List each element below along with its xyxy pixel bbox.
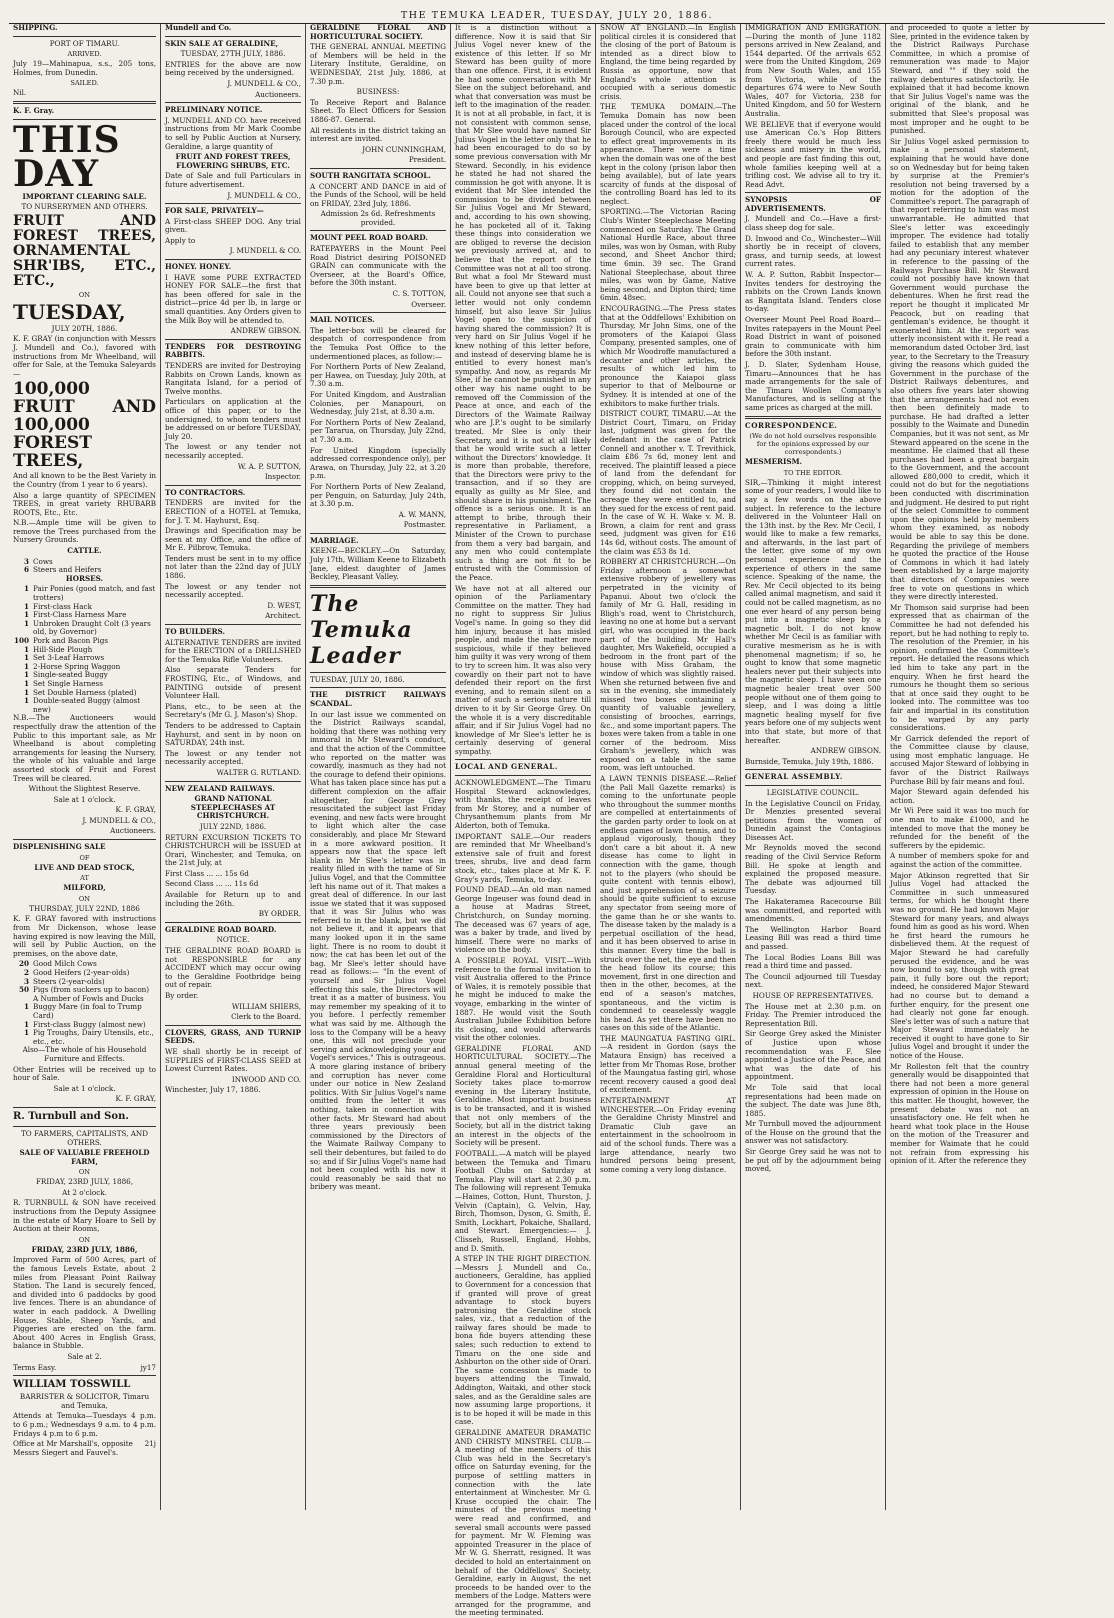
prelim-text: J. MUNDELL AND CO. have received instructions from Mr Mark Coombe to sell by Public Auction at Nursery, Geraldine, a large quantity of bbox=[165, 115, 301, 151]
thursday-date: THURSDAY, JULY 22ND, 1886 bbox=[29, 903, 140, 913]
builders-text-3: Plans, etc., to be seen at the Secretary's (Mr G. J. Mason's) Shop. bbox=[165, 701, 301, 720]
trees-text: And all known to be the Best Variety in the Country (from 1 year to 6 years). bbox=[13, 471, 156, 489]
divider bbox=[13, 1375, 156, 1376]
notice-label: NOTICE. bbox=[216, 935, 250, 945]
list-item: 1 Pair Ponies (good match, and fast trotters) bbox=[23, 584, 156, 603]
auctioneer-2: J. MUNDELL & CO., bbox=[82, 815, 156, 825]
turnbull-heading: R. Turnbull and Son. bbox=[13, 1110, 129, 1122]
divider bbox=[745, 416, 881, 419]
local-general-heading: LOCAL AND GENERAL. bbox=[455, 762, 558, 772]
builders-text-2: Also separate Tenders for FROSTING, Etc., of Windows, and PAINTING outside of present Volunteer Hall. bbox=[165, 665, 301, 701]
letter-sig: ANDREW GIBSON. bbox=[810, 746, 881, 756]
prelim-heading: PRELIMINARY NOTICE. bbox=[165, 105, 263, 115]
assembly-text: Mr Rolleston felt that the country generally would be disappointed that there had not been a more general expression of opinion in the House on this matter. He thought, however, the present debate was not an unsatisfactory one. He felt when he heard what took place in the House on the motion of the Treasurer and member for Waimate that he could not refrain from expressing his opinion of it. After the reference they bbox=[890, 1061, 1029, 1166]
column-2 bbox=[161, 24, 306, 1510]
contractors-sig: D. WEST, bbox=[267, 600, 301, 610]
at-label: AT bbox=[80, 874, 89, 883]
this-day-banner: THIS DAY bbox=[13, 118, 121, 195]
assembly-text: Major Atkinson regretted that Sir Julius Vogel had attacked the Committee in such unmeasured terms, for which he thought there was no ground. He had known Major Steward for many years, and always found him as good as his word. When he first heard the rumours he disbelieved them. At the request of Major Steward he had carefully perused the evidence, and he was now bound to say, though with great pain, it fully bore out the report; indeed, he considered Major Steward had no course but to demand a further enquiry, for the present one had clearly not gone far enough. Slee's letter was of such a nature that Major Steward immediately he received it ought to have gone to Sir Julius Vogel and brought it under the notice of the House. bbox=[890, 870, 1029, 1061]
builders-sig: WALTER G. RUTLAND. bbox=[216, 767, 301, 777]
divider bbox=[165, 485, 301, 486]
list-item: 1 Hill-Side Plough bbox=[23, 644, 93, 654]
advertiser-name: K. F. Gray. bbox=[13, 105, 55, 115]
list-item: 2 Good Heifers (2-year-olds) bbox=[23, 968, 130, 977]
divider bbox=[13, 1107, 156, 1108]
synopsis-item: W. A. P. Sutton, Rabbit Inspector—Invites tenders for destroying the rabbits on the Crown Lands known as Rangitata Island. Tenders close to-day. bbox=[745, 270, 881, 314]
local-item: A STEP IN THE RIGHT DIRECTION.—Messrs J. Mundell and Co., auctioneers, Geraldine, has applied to Government for a concession that if granted will prove of great advantage to stock buyers patronising the Geraldine stock sales, viz., that a reduction of the railway fares should be made to bona fide buyers attending these sales; such reduction to extend to Timaru on the one side and Ashburton on the other side of Orari. The same concession is made to buyers attending the Tinwald, Addington, Waitaki, and other stock sales, and as the Geraldine sales are now assuming large proportions, it is to be hoped it will be made in this case. bbox=[455, 1254, 591, 1427]
house-heading: HOUSE OF REPRESENTATIVES. bbox=[752, 990, 874, 1000]
sale-time-3: Sale at 2. bbox=[67, 1351, 102, 1361]
peel-text: RATEPAYERS in the Mount Peel Road District desiring POISONED GRAIN can communicate with the Overseer, at the Board's Office, before the 30th instant. bbox=[310, 244, 446, 288]
builders-text: ALTERNATIVE TENDERS are invited for the ERECTION of a DRILLSHED for the Temuka Rifle Volunteers. bbox=[165, 637, 301, 664]
house-text: Sir George Grey asked the Minister of Justice upon whose recommendation was F. Slee appointed a Justice of the Peace, and what was the date of his appointment. bbox=[745, 1029, 881, 1082]
mundell-heading: Mundell and Co. bbox=[165, 23, 232, 32]
divider bbox=[310, 533, 446, 534]
list-item: 100 Pork and Bacon Pigs bbox=[13, 636, 109, 645]
rabbits-heading: TENDERS FOR DESTROYING RABBITS. bbox=[165, 341, 301, 360]
mail-text-2: For Northern Ports of New Zealand, per Hawea, on Tuesday, July 20th, at 7.30 a.m. bbox=[310, 362, 446, 389]
sale-time: Sale at 1 o'clock. bbox=[53, 794, 116, 804]
office-row: Office at Mr Marshall's, opposite Messrs Siegert and Fauvel's. 21j bbox=[13, 1439, 156, 1457]
list-item: 1 First-class Buggy (almost new) bbox=[23, 1019, 146, 1029]
specimen-text: Also a large quantity of SPECIMEN TREES, in great variety RHUBARB ROOTS, Etc., Etc. bbox=[13, 490, 156, 517]
contractors-heading: TO CONTRACTORS. bbox=[165, 487, 246, 497]
divider bbox=[165, 102, 301, 103]
marriage-heading: MARRIAGE. bbox=[310, 535, 359, 545]
skin-sig-2: Auctioneers. bbox=[255, 89, 301, 99]
synopsis-item: D. Inwood and Co., Winchester—Will shortly be in receipt of clovers, grass, and turnip seeds, at lowest current rates. bbox=[745, 233, 881, 269]
rabbits-sig-2: Inspector. bbox=[264, 472, 301, 482]
terms-row: Terms Easy. jy17 bbox=[13, 1362, 156, 1372]
list-item: 1 Single-seated Buggy bbox=[23, 670, 108, 680]
floral-text: THE GENERAL ANNUAL MEETING of Members will be held in the Literary Institute, Geraldine, on WEDNESDAY, 21st July, 1886, at 7.30 p.m. bbox=[310, 42, 446, 86]
rabbits-text-2: Particulars on application at the office of this paper, or to the undersigned, to whom tenders must be addressed on or before TUESDAY, July 20. bbox=[165, 397, 301, 441]
auctioneer-1: K. F. GRAY, bbox=[115, 805, 156, 815]
railways-heading: NEW ZEALAND RAILWAYS. bbox=[165, 783, 275, 793]
synopsis-item: J. D. Slater, Sydenham House, Timaru—Announces that he has made arrangements for the sale of the Timaru Woollen Company's Manufactures, and is selling at the same prices as charged at the mill. bbox=[745, 359, 881, 412]
local-item: IMMIGRATION AND EMIGRATION.—During the month of June 1182 persons arrived in New Zealand, and 1544 departed. Of the arrivals 652 were from the United Kingdom, 269 from New South Wales, and 155 from Victoria, while of the departures 674 were to New South Wales, 407 for Victoria, 238 for United Kingdom, and 50 for Western Australia. bbox=[745, 23, 881, 118]
divider bbox=[310, 312, 446, 313]
list-item: 1 Set Single Harness bbox=[23, 678, 103, 688]
clovers-sig: INWOOD AND CO. bbox=[231, 1074, 301, 1084]
farmers-heading: TO FARMERS, CAPITALISTS, AND OTHERS. bbox=[21, 1128, 148, 1147]
turnbull-text: R. TURNBULL & SON have received instructions from the Deputy Assignee in the estate of Mary Hoare to Sell by Auction at their Rooms, bbox=[13, 1198, 156, 1234]
list-item: 1 First-Class Harness Mare bbox=[23, 610, 127, 620]
port-heading: PORT OF TIMARU. bbox=[49, 38, 120, 48]
synopsis-heading: SYNOPSIS OF ADVERTISEMENTS. bbox=[745, 195, 881, 213]
apply-label: Apply to bbox=[165, 235, 196, 245]
page-header-title: THE TEMUKA LEADER, TUESDAY, JULY 20, 1886. bbox=[400, 9, 714, 21]
private-sig: J. MUNDELL & CO. bbox=[229, 246, 301, 256]
divider bbox=[165, 203, 301, 204]
list-item: 1 Unbroken Draught Colt (3 years old, by Governor) bbox=[23, 618, 151, 637]
editorial-text: It is a distinction without a difference. Now it is said that Sir Julius Vogel never knew of the existence of this letter. If so Mr Steward has been guilty of more than one offence. First, it is evident he had some conversation with Mr Slee on the subject beforehand, and what that conversation was must be left to the imagination of the reader. It is not at all probable, in fact, it is not consistent with common sense, that Mr Slee would have named Sir Julius Vogel in the letter only that he had been encouraged to do so by some previous conversation with Mr Steward. Secondly, in his evidence he stated he had not shared the commission he got with anyone. It is evident that Mr Slee intended the commission to be divided between Sir Julius Vogel and Mr Steward, and, according to his own showing, he has pocketed all of it. Taking these things into consideration we are obliged to reverse the decision we previously arrived at, and to believe that the report of the Committee was not at all too strong. But what a fool Mr Steward must have been to give up that letter at all. Could not anyone see that such a letter would not only condemn himself, but also leave Sir Julius Vogel open to the suspicion of having shared the commission? It is very hard on Sir Julius Vogel if he knew nothing of this letter before, and instead of deserving blame he is entitled to every honest man's sympathy. And now, as regards Mr Slee, if he cannot be punished in any other way his name ought to be removed off the Commission of the Peace at once, and each of the Directors of the Waimate Railway who are J.P.'s ought to be similarly treated. Mr Slee is only their Secretary, and it is not at all likely that he would write such a letter without the Directors' knowledge. It is more than probable, therefore, that the Directors were privy to the transaction, and if so they are equally as guilty as Mr Slee, and should share in his punishment. The offence is a serious one. It is an attempt to bribe, through their representative in Parliament, a Minister of the Crown to purchase from them a very bad bargain, and any men who could contemplate such a thing are not fit to be entrusted with the Commission of the Peace. bbox=[455, 23, 591, 582]
local-item: A LAWN TENNIS DISEASE.—Relief (the Pall Mall Gazette remarks) is coming to the unfortunate people who throughout the summer months are compelled at entertainments of the garden party order to look on at endless games of lawn tennis, and to applaud vigorously, though they don't care a bit about it. A new disease has come to light in connection with the game, though not to the players (who should be quite content with tennis elbow), and just apprehension of a seizure should be quite sufficient to excuse any spectator from seeing more of the game than he or she wants to. The disease taken by the malady is a perpetual oscillation of the head, and it has been observed to arise in this manner. Every time the ball is struck over the net, the eye and then the head follow its course; this movement, first in one direction and then in the other, becomes, at the end of a season's matches, spontaneous, and the victim is condemned to ceaselessly waggle his head. As yet there have been no cases on this side of the Atlantic. bbox=[600, 774, 736, 1033]
divider bbox=[310, 230, 446, 231]
mail-text-6: For Northern Ports of New Zealand, per Penguin, on Saturday, July 24th, at 3.30 p.m. bbox=[310, 481, 446, 509]
floral-sig: JOHN CUNNINGHAM, bbox=[362, 144, 446, 154]
assembly-text: Major Steward again defended his action. bbox=[890, 787, 1029, 805]
council-text: Mr Reynolds moved the second reading of the Civil Service Reform Bill. He spoke at length and explained the proposed measure. The debate was adjourned till Tuesday. bbox=[745, 843, 881, 896]
list-item: 1 Set Double Harness (plated) bbox=[23, 687, 137, 697]
mail-text: The letter-box will be cleared for despatch of correspondence from the Temuka Post Office to the undermentioned places, as follow:— bbox=[310, 325, 446, 361]
assembly-text: Mr Garrick defended the report of the Committee clause by clause, using most emphatic language. He accused Major Steward of lobbying in favor of the District Railways Purchase Bill by fair means and foul. bbox=[890, 733, 1029, 786]
local-item: GERALDINE AMATEUR DRAMATIC AND CHRISTY MINSTREL CLUB.—A meeting of the members of this Club was held in the Secretary's office on Saturday evening, for the purpose of settling matters in connection with the late entertainment at Winchester. Mr G. Kruse occupied the chair. The minutes of the previous meeting were read and confirmed, and several small accounts were passed for payment. Mr W. Fleming was appointed Treasurer in the place of Mr W. G. Sherratt, resigned. It was decided to hold an entertainment on behalf of the Oddfellows' Society, Geraldine, early in August, the net proceeds to be handed over to the members of the Lodge. Matters were arranged for the programme, and the meeting terminated. bbox=[455, 1428, 591, 1618]
mail-text-3: For United Kingdom, and Australian Colonies, per Manapouri, on Wednesday, July 21st, at 8.30 a.m. bbox=[310, 389, 446, 417]
contractors-text-2: Drawings and Specification may be seen at my Office, and the office of Mr E. Pilbrow, Temuka. bbox=[165, 526, 301, 553]
list-item: 1 Buggy Mare (in foal to Trump Card) bbox=[23, 1002, 142, 1020]
divider bbox=[165, 339, 301, 340]
house-text: The House met at 2.30 p.m. on Friday. The Premier introduced the Representation Bill. bbox=[745, 1001, 881, 1028]
assembly-text: Mr Thomson said surprise had been expressed that as chairman of the Committee he had not defended his report, but he had nothing to reply to. The resolution of the Premier, in his opinion, confirmed the Committee's report. He detailed the reasons which led him to take any part in the enquiry. When he first heard the rumours he thought them so serious that at once said they ought to be looked into. The committee was too fair and impartial in its constitution to be warped by any party considerations. bbox=[890, 602, 1029, 733]
of-label: OF bbox=[79, 853, 90, 862]
rabbits-sig: W. A. P. SUTTON, bbox=[237, 461, 301, 471]
divider bbox=[310, 585, 446, 588]
column-3 bbox=[306, 24, 451, 1510]
barrister: BARRISTER & SOLICITOR, Timaru and Temuka, bbox=[19, 1392, 150, 1410]
correspondence-heading: CORRESPONDENCE. bbox=[745, 420, 838, 430]
list-item: 6 Steers and Heifers bbox=[23, 565, 102, 575]
shiers-sig: WILLIAM SHIERS, bbox=[231, 1001, 301, 1011]
sale-time-2: Sale at 1 o'clock. bbox=[53, 1083, 116, 1093]
return-text: RETURN EXCURSION TICKETS TO CHRISTCHURCH will be ISSUED at Orari, Winchester, and Temuka, on the 21st July, at bbox=[165, 832, 301, 868]
local-item: SPORTING.—The Victorian Racing Club's Winter Steeplechase Meeting commenced on Saturday. The Grand National Hurdle Race, about three miles, was won by Osman, with Ruby second, and Sheet Anchor third; time 6min. 39 sec. The Grand National Steeplechase, about three miles, was won by Game, Native being second, and Dipton third; time 6min. 48sec. bbox=[600, 207, 736, 303]
local-item: ENCOURAGING.—The Press states that at the Oddfellows' Exhibition on Thursday, Mr John Sims, one of the promoters of the Kaiapoi Glass Company, presented samples, one of which Mr Woodroffe manufactured a decanter and other articles, the results of which led him to pronounce the Kaiapoi glass superior to that of Melbourne or Sydney. It is intended at one of the exhibitors to make further trials. bbox=[600, 304, 736, 408]
local-item: GERALDINE FLORAL AND HORTICULTURAL SOCIETY.—The annual general meeting of the Geraldine Floral and Horticultural Society takes place to-morrow evening in the Literary Institute, Geraldine. Most important business is to be transacted, and it is wished that not only members of the Society, but all in the district taking an interest in the objects of the Society will be present. bbox=[455, 1043, 591, 1148]
column-6 bbox=[741, 24, 886, 1510]
on-label-4: ON bbox=[78, 1235, 91, 1244]
skin-sig: J. MUNDELL & CO., bbox=[227, 78, 301, 88]
house-text: Mr Turnbull moved the adjournment of the House on the ground that the answer was not satisfactory. bbox=[745, 1119, 881, 1146]
sale-date: JULY 20TH, 1886. bbox=[51, 323, 118, 333]
fruit-count: 100,000 FRUIT AND 100,000 FOREST TREES, bbox=[13, 379, 156, 472]
contractors-text-3: Tenders must be sent in to my office not later than the 22nd day of JULY 1886. bbox=[165, 553, 301, 581]
friday-date: FRIDAY, 23RD JULY, 1886, bbox=[35, 1177, 134, 1187]
divider bbox=[13, 36, 156, 37]
divider bbox=[455, 759, 591, 760]
available-text: Available for Return up to and including the 26th. bbox=[165, 890, 301, 908]
column-1 bbox=[9, 24, 161, 1510]
honey-heading: HONEY. HONEY. bbox=[165, 262, 232, 272]
important-sale: IMPORTANT CLEARING SALE. bbox=[22, 191, 147, 201]
council-text: In the Legislative Council on Friday, Dr Menzies presented several petitions from the women of Dunedin against the Contagious Diseases Act. bbox=[745, 798, 881, 842]
divider bbox=[13, 1126, 156, 1127]
builders-text-5: The lowest or any tender not necessarily accepted. bbox=[165, 748, 301, 767]
steeple-date: JULY 22ND, 1886. bbox=[199, 821, 267, 831]
divider bbox=[455, 775, 591, 776]
local-item: THE TEMUKA DOMAIN.—The Temuka Domain has now been placed under the control of the local Borough Council, who are expected to effect great improvements in its appearance. There were a time when the domain was one of the best kept in the colony (prison labor then being available), but of late years scarcity of funds at the disposal of the controlling Board has led to its neglect. bbox=[600, 102, 736, 206]
scandal-text: In our last issue we commented on the District Railways scandal, holding that there was nothing very immoral in Mr Steward's conduct, and that the action of the Committee who reported on the matter was cowardly, inasmuch as they had not the courage to defend their opinions. What has taken place since has put a different complexion on the affair altogether, for George Grey resuscitated the subject last Friday evening, and new facts were brought to light which alter the case considerably, and place Mr Steward in a more awkward position. It appears now that the space left blank in Mr Slee's letter was in reality filled in with the name of Sir Julius Vogel, and that the Committee left his name out of it. That makes a great deal of difference. In our last issue we stated that it was supposed that it was Sir Julius who was referred to in the blank, but we did not believe it, and it appears that many looked upon it in the same light. There is no room to doubt it now; the cat has been let out of the bag. Mr Slee's letter should have read as follows:— "In the event of yourself and Sir Julius Vogel effecting this sale, the Directors will treat it as a matter of business. You may remember my speaking of it to you before. I perfectly remember what was said by me. Although the loss to the Company will be a heavy one, this will not preclude your serving and acknowledging your and Vogel's services." This is outrageous. A more glaring instance of bribery and corruption has never come under our notice in New Zealand politics. With Sir Julius Vogel's name omitted from the letter it was nothing, taken in connection with other facts. Mr Steward had about three years previously been commissioned by the Directors of the Waimate Railway Company to sell their debentures, but failed to do so; and if Sir Julius Vogel's name had not been coupled with his now it could reasonably be said that no bribery was meant. bbox=[310, 709, 446, 1192]
nb2-text: N.B.—The Auctioneers would respectfully draw the attention of the Public to this important sale, as Mr Wheelband is about completing arrangements for leasing the Nursery, the whole of his valuable and large assorted stock of Fruit and Forest Trees will be cleared. bbox=[13, 713, 156, 783]
list-item: 1 Pig Troughs, Dairy Utensils, etc., etc., etc. bbox=[23, 1028, 154, 1046]
honey-sig: ANDREW GIBSON. bbox=[230, 326, 301, 336]
auctioneer-3: Auctioneers. bbox=[110, 826, 156, 836]
list-item: 3 Cows bbox=[23, 556, 53, 566]
synopsis-item: Overseer Mount Peel Road Board—Invites ratepayers in the Mount Peel Road District in want of poisoned grain to communicate with him before the 30th instant. bbox=[745, 315, 881, 359]
paper-date: TUESDAY, JULY 20, 1886. bbox=[310, 674, 405, 684]
correspondence-note: (We do not hold ourselves responsible for the opinions expressed by our correspondents.) bbox=[749, 432, 877, 457]
list-item: 1 Set 3-Leaf Harrows bbox=[23, 653, 105, 663]
page-header bbox=[9, 7, 1105, 24]
editorial-text-2: We have not at all altered our opinion of the Parliamentary Committee on the matter. They had no right to suppress Sir Julius Vogel's name. In going so they did him injury, because it has misled people, and made the matter more suspicious, while if they believed him guilty it was very wrong of them to try to screen him. It was also very cowardly on their part not to have defended their report on the first evening, and to remain silent on a matter of such a serious nature till driven to it by Sir George Grey. On the whole it is a very discreditable affair, and if Sir Julius Vogel had no knowledge of Mr Slee's letter he is certainly deserving of general sympathy. bbox=[455, 583, 591, 756]
list-item: 50 Pigs (from suckers up to bacon) bbox=[18, 985, 150, 995]
on-label-2: ON bbox=[78, 894, 91, 903]
column-7 bbox=[886, 24, 1033, 1510]
marriage-text: KEENE—BECKLEY.—On Saturday, July 17th, William Keene to Elizabeth Jane, eldest daughter of James Beckley, Pleasant Valley. bbox=[310, 546, 446, 582]
list-item: 1 Double-seated Buggy (almost new) bbox=[23, 696, 141, 714]
assembly-heading: GENERAL ASSEMBLY. bbox=[745, 772, 843, 782]
fruit-trees-heading: FRUIT AND FOREST TREES, ORNAMENTAL SHR'IBS, ETC., ETC., bbox=[13, 212, 156, 289]
divider bbox=[165, 781, 301, 782]
milford: MILFORD, bbox=[63, 883, 106, 893]
private-text: A First-class SHEEP DOG. Any trial given. bbox=[165, 216, 301, 235]
honey-text: I HAVE some PURE EXTRACTED HONEY FOR SALE—the first that has been offered for sale in the district—price 4d per lb, in large or small quantities. Any Orders given to the Milk Boy will be attended to. bbox=[165, 272, 301, 325]
local-item: WE BELIEVE that if everyone would use American Co.'s Hop Bitters freely there would be much less sickness and misery in the world, and people are fast finding this out, whole families keeping well at a trifling cost. We advise all to try it. Read Advt. bbox=[745, 119, 881, 189]
sailed-label: SAILED. bbox=[70, 79, 99, 88]
admission: Admission 2s 6d. Refreshments provided. bbox=[320, 209, 436, 227]
mail-text-4: For Northern Ports of New Zealand, per Tararua, on Thursday, July 22nd, at 7.30 a.m. bbox=[310, 417, 446, 444]
live-dead-stock: LIVE AND DEAD STOCK, bbox=[34, 862, 135, 872]
mail-text-5: For United Kingdom (specially addressed correspondence only), per Arawa, on Thursday, July 22, at 3.20 p.m. bbox=[310, 445, 446, 481]
assembly-text: Sir Julius Vogel asked permission to make a personal statement, explaining that he would have done so on Wednesday but for being taken by surprise at the Premier's resolution not being traversed by a motion for the adoption of the Committee's report. The paragraph of that report referring to him was most unwarrantable. He admitted that Slee's letter was exceedingly improper. The evidence had totally failed to establish that any member had any pecuniary interest whatever in reference to the passing of the Railways Purchase Bill. Mr Steward could not possibly have known that Government would purchase the debentures. When he first read the report he thought it implicated Mr Peacock, but on reading that gentleman's evidence, he thought it exonerated him. At the report was utterly inconsistent with it. He read a memorandum dated October 3rd, last year, to the Secretary to the Treasury giving the reasons which guided the Government in the purchase of the District Railways debentures, and also others five years later showing that the arrangements had not even then been definitely made to purchase. He had drafted a letter possibly to the Waimate and Dunedin Companies, but it was not sent, as Mr Steward appeared on the scene in the meantime. He claimed that all these purchases had been a great bargain to the Government, and the account allowed £80,000 to credit, which it could not do but for the negotiations been conducted with discrimination and judgment. He desired to put right of the select Committee to comment upon the opinions held by members whom they examined, as nobody would be able to say this be done. Regarding the privilege of members he quoted the practice of the House of Commons in which it had lately been established by a large majority that directors of Companies were free to vote on questions in which they were directly interested. bbox=[890, 136, 1029, 602]
tuesday-banner: TUESDAY, bbox=[13, 299, 126, 324]
prelim-sig: J. MUNDELL & CO., bbox=[227, 190, 301, 200]
farm-text: Improved Farm of 500 Acres, part of the famous Levels Estate, about 2 miles from Pleasant Point Railway Station. The Land is securely fenced, and divided into 6 paddocks by good live fences. There is an abundance of water in each paddock. A Dwelling House, Stable, Sheep Yards, and Piggeries are erected on the farm. About 400 Acres in English Grass, balance in Stubble. bbox=[13, 1255, 156, 1351]
horses-heading: HORSES. bbox=[65, 573, 104, 583]
council-text: The Local Bodies Loans Bill was read a third time and passed. bbox=[745, 952, 881, 971]
divider bbox=[745, 785, 881, 786]
tosswill-heading: WILLIAM TOSSWILL bbox=[13, 1379, 131, 1391]
divider bbox=[165, 624, 301, 625]
divider bbox=[310, 168, 446, 169]
private-sale-heading: FOR SALE, PRIVATELY— bbox=[165, 206, 264, 216]
skin-sale-heading: SKIN SALE AT GERALDINE, bbox=[165, 38, 279, 48]
reserve-text: Without the Slightest Reserve. bbox=[28, 784, 141, 794]
house-text: Mr Tole said that local representations had been made on the subject. The date was June 8th, 1885. bbox=[745, 1082, 881, 1118]
skin-date: TUESDAY, 27TH JULY, 1886. bbox=[180, 49, 286, 59]
list-item: A Number of Fowls and Ducks bbox=[33, 993, 144, 1003]
divider bbox=[745, 192, 881, 193]
clovers-loc: Winchester, July 17, 1886. bbox=[165, 1085, 261, 1095]
to-nurserymen: TO NURSERYMEN AND OTHERS. bbox=[21, 202, 148, 212]
floral-text-2: All residents in the district taking an interest are invited. bbox=[310, 125, 446, 144]
local-item: FOOTBALL.—A match will be played between the Temuka and Timaru Football Clubs on Saturday at Temuka. Play will start at 2.30 p.m. The following will represent Temuka—Haines, Cotton, Hunt, Thurston, J. Velvin (Captain), G. Velvin, Hay, Birch, Thomson, Dyson, G. Smith, E. Smith, Lockhart, Pokaiche, Shallard, and Stewart. Emergencies:— J. Clisseh, Russell, England, Hobbs, and D. Smith. bbox=[455, 1149, 591, 1253]
council-heading: LEGISLATIVE COUNCIL. bbox=[766, 787, 860, 797]
clovers-heading: CLOVERS, GRASS, AND TURNIP SEEDS. bbox=[165, 1027, 301, 1046]
on-label: ON bbox=[78, 290, 91, 299]
local-item: ROBBERY AT CHRISTCHURCH.—On Friday afternoon a somewhat extensive robbery of jewellery was perpetrated in the vicinity of Papanui. About two o'clock the family of Mr G. Hall, residing in Bligh's road, went to Christchurch, leaving no one at home but a servant girl, who was occupied in the back part of the building. Mr Hall's daughter, Mrs Wakefield, occupied a bedroom in the front part of the house with Miss Graham, the window of which was slightly raised. When she returned between five and six in the evening, she immediately missed two boxes containing a quantity of valuable jewellery, consisting of brooches, earrings, &c., and some important papers. The boxes were taken from a table in one corner of the bedroom. Miss Graham's jewellery, which was exposed on a table in the same room, was left untouched. bbox=[600, 557, 737, 773]
arrived-text: July 19—Mahinapua, s.s., 205 tons, Holmes, from Dunedin. bbox=[13, 59, 156, 77]
contractors-sig-2: Architect. bbox=[265, 611, 301, 621]
shipping-heading: SHIPPING. bbox=[13, 23, 58, 32]
assembly-text: A number of members spoke for and against the action of the committee. bbox=[890, 851, 1029, 869]
local-item: ENTERTAINMENT AT WINCHESTER.—On Friday evening the Geraldine Christy Minstrel and Dramatic Club gave an entertainment in the schoolroom in aid of the school funds. There was a large attendance, nearly two hundred persons being present, some coming a very long distance. bbox=[600, 1096, 736, 1174]
columns bbox=[9, 23, 1105, 1618]
divider bbox=[165, 1025, 301, 1026]
second-class: Second Class ... ... 11s 6d bbox=[165, 879, 259, 889]
assembly-text: Mr Wi Pere said it was too much for one man to make £1000, and he intended to move that the money be refunded for the benefit of the sufferers by the epidemic. bbox=[890, 806, 1029, 850]
first-class: First Class ... ... 15s 6d bbox=[165, 868, 249, 878]
rabbits-text-3: The lowest or any tender not necessarily accepted. bbox=[165, 442, 301, 460]
rabbits-text: TENDERS are invited for Destroying Rabbits on Crown Lands, known as Rangitata Island, for a period of Twelve months. bbox=[165, 361, 301, 396]
assembly-text: and proceeded to quote a letter by Slee, printed in the evidence taken by the District Railways Purchase Committee, in which a promise of remuneration was made to Major Steward, and "" if they sold the railway debentures satisfactorily. He explained that it had become known that Sir Julius Vogel's name was the original of the blank, and he submitted that Slee's proposal was most improper and he ought to be punished. bbox=[890, 23, 1029, 136]
cattle-heading: CATTLE. bbox=[67, 546, 102, 556]
letter-loc: Burnside, Temuka, July 19th, 1886. bbox=[745, 756, 874, 766]
business-text: To Receive Report and Balance Sheet. To Elect Officers for Session 1886-87. General. bbox=[310, 97, 446, 124]
list-item: 3 Steers (2-year-olds) bbox=[23, 976, 105, 986]
nb-text: N.B.—Ample time will be given to remove the Trees purchased from the Nursery Grounds. bbox=[13, 518, 156, 545]
newspaper-masthead: The Temuka Leader bbox=[310, 590, 413, 669]
council-text: The Hakateramea Racecourse Bill was committed, and reported with amendments. bbox=[745, 897, 881, 924]
clovers-text: WE shall shortly be in receipt of SUPPLIES of FIRST-CLASS SEED at Lowest Current Rates. bbox=[165, 1046, 301, 1074]
builders-text-4: Tenders to be addressed to Captain Hayhurst, and sent in by noon on SATURDAY, 24th inst. bbox=[165, 720, 301, 748]
clerk-sig: Clerk to the Board. bbox=[231, 1012, 301, 1022]
gray2-text: K. F. GRAY favored with instructions from Mr Dickenson, whose lease having expired is now leaving the Mill, will sell by Public Auction, on the premises, on the above date, bbox=[13, 914, 156, 958]
local-item: A POSSIBLE ROYAL VISIT.—With reference to the formal invitation to visit Australia offered to the Prince of Wales, it is remotely possible that he might be induced to make the voyage, embarking in the winter of 1887. He would visit the South Australian Jubilee Exhibition before its closing, and would afterwards visit the other colonies. bbox=[455, 955, 591, 1043]
mesmerism-heading: MESMERISM. bbox=[745, 457, 803, 467]
divider bbox=[13, 839, 156, 840]
valuable-farm: SALE OF VALUABLE FREEHOLD FARM, bbox=[19, 1148, 150, 1166]
divider bbox=[310, 687, 446, 688]
local-item: IMPORTANT SALE.—Our readers are reminded that Mr Wheelband's extensive sale of fruit and forest trees, shrubs, live and dead farm stock, etc., takes place at Mr K. F. Gray's yards, Temuka, to-day. bbox=[455, 831, 591, 884]
house-text: Sir George Grey said he was not to be put off by the adjournment being moved, bbox=[745, 1147, 881, 1174]
scandal-heading: THE DISTRICT RAILWAYS SCANDAL. bbox=[310, 690, 446, 709]
floral-heading: GERALDINE FLORAL AND HORTICULTURAL SOCIETY. bbox=[310, 23, 446, 41]
divider bbox=[165, 36, 301, 37]
prelim-note: Date of Sale and full Particulars in future advertisement. bbox=[165, 171, 301, 189]
local-item: FOUND DEAD.—An old man named George Ingeuser was found dead in a house at Madras Street, Christchurch, on Sunday morning. The deceased was 67 years of age, was a baker by trade, and lived by himself. There were no marks of violence on the body. bbox=[455, 885, 591, 955]
to-editor: TO THE EDITOR. bbox=[783, 468, 843, 477]
arrived-label: ARRIVED. bbox=[67, 50, 102, 59]
sailed-text: Nil. bbox=[13, 88, 27, 98]
road-board-heading: GERALDINE ROAD BOARD. bbox=[165, 924, 277, 934]
at-2: At 2 o'clock. bbox=[62, 1187, 107, 1197]
business-label: BUSINESS: bbox=[356, 87, 400, 97]
on-label-3: ON bbox=[78, 1168, 91, 1177]
divider bbox=[310, 672, 446, 673]
local-item: ACKNOWLEDGMENT.—The Timaru Hospital Steward acknowledges, with thanks, the receipt of leaves from Mr Storey, and a number of Chrysanthemum plants from Mr Alderton, both of Temuka. bbox=[455, 778, 591, 831]
contractors-text: TENDERS are invited for the ERECTION of a HOTEL at Temuka, for J. T. M. Hayhurst, Esq. bbox=[165, 498, 301, 525]
also-text: Also—The whole of his Household Furniture and Effects. bbox=[22, 1045, 147, 1063]
mail-sig: A. W. MANN, bbox=[398, 509, 446, 519]
newspaper-page bbox=[9, 7, 1105, 1618]
mail-sig-2: Postmaster. bbox=[403, 520, 446, 530]
by-order: BY ORDER. bbox=[258, 909, 301, 919]
other-text: Other Entries will be received up to hour of Sale. bbox=[13, 1064, 156, 1083]
peel-sig: C. S. TOTTON, bbox=[392, 289, 446, 299]
school-text: A CONCERT AND DANCE in aid of the Funds of the School, will be held on FRIDAY, 23rd July, 1886. bbox=[310, 181, 446, 208]
peel-heading: MOUNT PEEL ROAD BOARD. bbox=[310, 233, 428, 243]
auctioneer-4: K. F. GRAY, bbox=[115, 1094, 156, 1104]
school-heading: SOUTH RANGITATA SCHOOL. bbox=[310, 170, 431, 180]
list-item: 1 2-Horse Spring Waggon bbox=[23, 661, 121, 671]
prelim-trees: FRUIT AND FOREST TREES, FLOWERING SHRUBS, ETC. bbox=[175, 152, 291, 170]
floral-sig-2: President. bbox=[408, 155, 446, 165]
attends-text: Attends at Temuka—Tuesdays 4 p.m. to 6 p.m.; Wednesdays 9 a.m. to 4 p.m. Fridays 4 p.m to 6 p.m. bbox=[13, 1411, 156, 1438]
friday-date-2: FRIDAY, 23RD JULY, 1886, bbox=[31, 1244, 138, 1254]
steeple-heading: GRAND NATIONAL STEEPLECHASES AT CHRISTCHURCH. bbox=[190, 794, 276, 821]
local-item: SNOW AT ENGLAND.—In English political circles it is considered that the closing of the port of Batoum is intended as a direct blow to England, the time being regarded by Russia as opportune, now that England's whole attention is occupied with a serious domestic crisis. bbox=[600, 23, 736, 101]
mesmerism-text: SIR,—Thinking it might interest some of your readers, I would like to say a few words on the above subject. In reference to the lecture delivered in the Volunteer Hall on the 13th inst. by the Rev. Mr Cecil, I would like to make a few remarks, and afterwards, in the last part of the letter, give some of my own personal experience and the experience of others in the same science. Speaking of the name, the Rev. Mr Cecil objected to its being called animal magnetism, and said it could not be called magnetism, as no one ever heard of any person being put into a magnetic sleep by a magnetic bolt. I do not know whether Mr Cecil is as familiar with curative mesmerism as he is with phenomenal magnetism; if so, he ought to know that some magnetic healers never put their subjects into the magnetic sleep. I have seen one magnetic healer treat over 500 people without one of them going to sleep, and I was doing a little magnetic healing myself for five years before one of my subjects went into that state, but more of that hereafter. bbox=[745, 477, 881, 745]
list-item: 1 First-class Hack bbox=[23, 601, 92, 611]
peel-sig-2: Overseer. bbox=[411, 299, 446, 309]
divider bbox=[165, 259, 301, 260]
by-order-2: By order. bbox=[165, 991, 199, 1000]
gray-text: K. F. GRAY (in conjunction with Messrs J. Mundell and Co.), favored with instructions from Mr Wheelband, will offer for Sale, at the Temuka Saleyards— bbox=[13, 334, 156, 378]
local-item: DISTRICT COURT, TIMARU.—At the District Court, Timaru, on Friday last, judgment was given for the defendant in the case of Patrick Connell and another v. T. Trevithick, claim £86 7s 6d, money lent and received. The plaintiff leased a piece of land from the defendant for cropping, which, on being surveyed, they found did not contain the acreage they were entitled to, and they sued for the excess of rent paid. In the case of W. H. Wake v. M. B. Brown, a claim for rent and grass seed, judgment was given for £16 14s 6d, without costs. The amount of the claim was £53 8s 1d. bbox=[600, 409, 736, 556]
list-item: 20 Good Milch Cows bbox=[18, 959, 97, 969]
column-5 bbox=[596, 24, 741, 1510]
skin-text: ENTRIES for the above are now being received by the undersigned. bbox=[165, 59, 301, 78]
council-text: The Wellington Harbor Board Leasing Bill was read a third time and passed. bbox=[745, 924, 881, 951]
displenishing-heading: DISPLENISHING SALE bbox=[13, 842, 106, 852]
divider bbox=[165, 922, 301, 923]
contractors-text-4: The lowest or any tender not necessarily accepted. bbox=[165, 581, 301, 600]
local-item: THE MAUNGATUA FASTING GIRL.—A resident in Gordon (says the Mataura Ensign) has received a letter from Mr Thomas Rose, brother of the Maungatua fasting girl, whose recent recovery caused a good deal of excitement. bbox=[600, 1033, 736, 1095]
divider bbox=[745, 769, 881, 770]
divider bbox=[13, 101, 156, 104]
mail-heading: MAIL NOTICES. bbox=[310, 315, 375, 325]
road-text: THE GERALDINE ROAD BOARD is not RESPONSIBLE for any ACCIDENT which may occur owing to the Geraldine Footbridge being out of repair. bbox=[165, 946, 301, 990]
council-text: The Council adjourned till Tuesday next. bbox=[745, 971, 881, 990]
synopsis-item: J. Mundell and Co.—Have a first-class sheep dog for sale. bbox=[745, 214, 881, 233]
builders-heading: TO BUILDERS. bbox=[165, 627, 225, 637]
column-4 bbox=[451, 23, 596, 1618]
